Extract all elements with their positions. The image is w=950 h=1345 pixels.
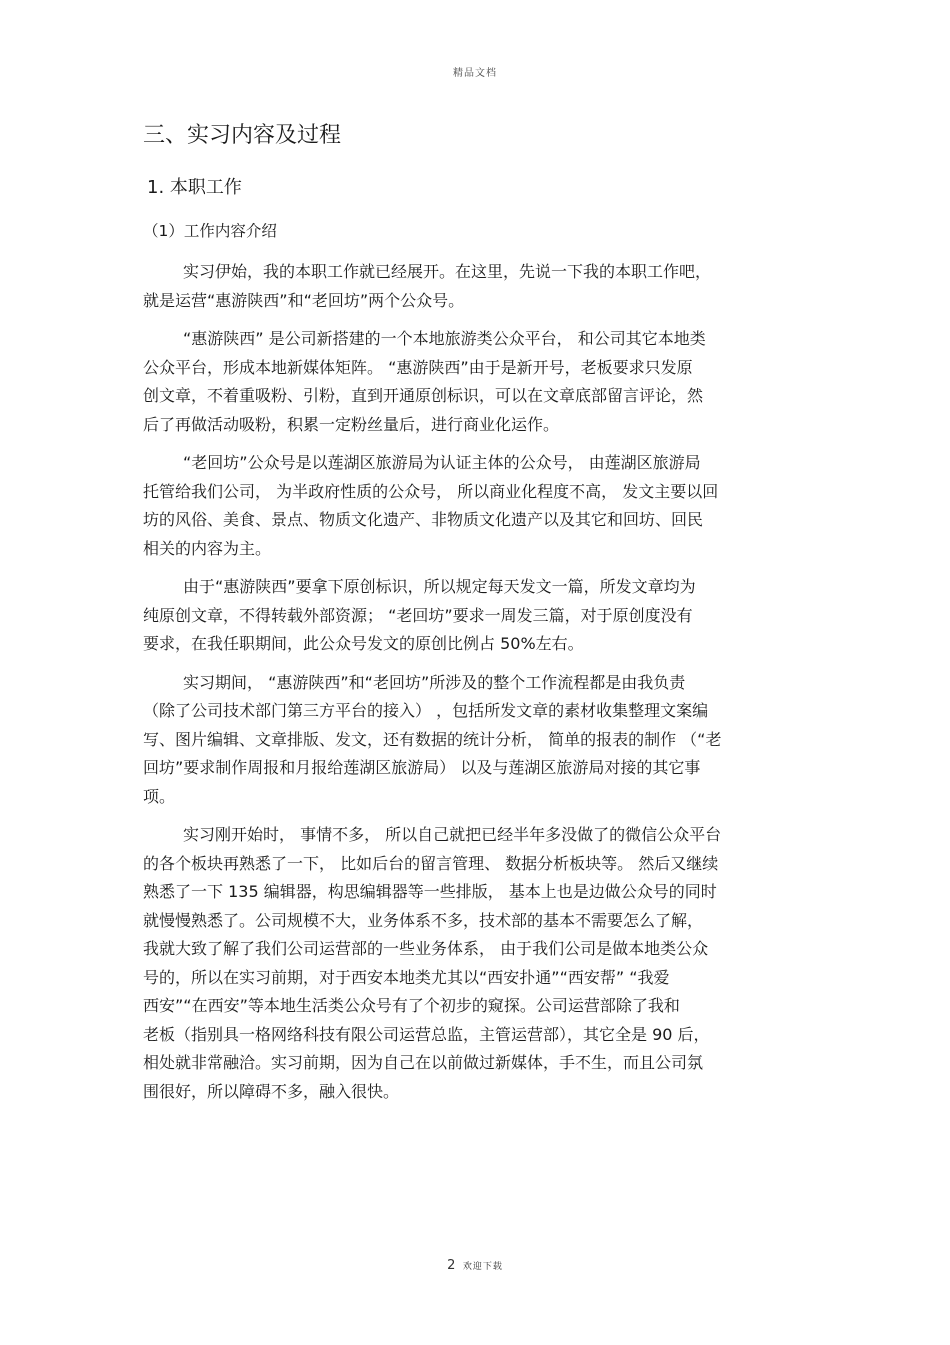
paragraph-line: 托管给我们公司， 为半政府性质的公众号， 所以商业化程度不高， 发文主要以回 [143, 481, 719, 501]
paragraph-line: 就慢慢熟悉了。公司规模不大，业务体系不多，技术部的基本不需要怎么了解， [143, 910, 704, 930]
paragraph [143, 325, 808, 439]
paragraph-line: （除了公司技术部门第三方平台的接入） ，包括所发文章的素材收集整理文案编 [143, 701, 709, 720]
paragraph-line: 回坊”要求制作周报和月报给莲湖区旅游局） 以及与莲湖区旅游局对接的其它事 [143, 758, 701, 777]
paragraph-line: 实习刚开始时， 事情不多， 所以自己就把已经半年多没做了的微信公众平台 [183, 825, 722, 844]
paragraph-line: 创文章，不着重吸粉、引粉，直到开通原创标识，可以在文章底部留言评论，然 [143, 386, 704, 405]
paragraph [143, 258, 808, 315]
paragraph-line: 由于“惠游陕西”要拿下原创标识，所以规定每天发文一篇，所发文章均为 [183, 577, 696, 596]
paragraph [143, 449, 808, 563]
document-body [143, 116, 808, 1106]
paragraph-line: 号的，所以在实习前期，对于西安本地类尤其以“西安扑通”“西安帮” “我爱 [143, 967, 670, 987]
paragraph-line: 相关的内容为主。 [143, 538, 272, 558]
paragraph-line: 西安”“在西安”等本地生活类公众号有了个初步的窥探。公司运营部除了我和 [143, 996, 680, 1015]
paragraph-line: 要求，在我任职期间，此公众号发文的原创比例占 50%左右。 [143, 634, 584, 653]
paragraph-line: 公众平台，形成本地新媒体矩阵。 “惠游陕西”由于是新开号，老板要求只发原 [143, 357, 693, 377]
paragraph-line: 老板（指别具一格网络科技有限公司运营总监，主管运营部），其它全是 90 后， [143, 1024, 710, 1044]
paragraph-line: 就是运营“惠游陕西”和“老回坊”两个公众号。 [143, 290, 465, 310]
sub-subsection-title: （1）工作内容介绍 [143, 222, 277, 240]
paragraph-line: 熟悉了一下 135 编辑器，构思编辑器等一些排版， 基本上也是边做公众号的同时 [143, 882, 717, 901]
paragraph-line: 后了再做活动吸粉，积累一定粉丝量后，进行商业化运作。 [143, 414, 560, 434]
paragraph [143, 669, 808, 812]
paragraph-line: 的各个板块再熟悉了一下， 比如后台的留言管理、 数据分析板块等。 然后又继续 [143, 853, 719, 873]
paragraph-line: 写、图片编辑、文章排版、发文，还有数据的统计分析， 简单的报表的制作 （“老 [143, 729, 722, 749]
paragraph-line: 围很好，所以障碍不多，融入很快。 [143, 1081, 400, 1101]
paragraph-line: 坊的风俗、美食、景点、物质文化遗产、非物质文化遗产以及其它和回坊、回民 [143, 510, 704, 529]
page-footer [0, 1258, 950, 1273]
paragraph [143, 821, 808, 1106]
subsection-title: 1. 本职工作 [147, 177, 242, 198]
paragraph-line: 项。 [143, 786, 176, 806]
download-text: 欢迎下载 [462, 1262, 503, 1272]
paragraph-list [143, 258, 808, 1106]
paragraph-line: 我就大致了解了我们公司运营部的一些业务体系， 由于我们公司是做本地类公众 [143, 939, 709, 958]
paragraph-line: 纯原创文章，不得转载外部资源； “老回坊”要求一周发三篇，对于原创度没有 [143, 605, 693, 625]
paragraph-line: “惠游陕西” 是公司新搭建的一个本地旅游类公众平台， 和公司其它本地类 [183, 329, 706, 348]
page-number: 2 [447, 1258, 456, 1273]
page-header-watermark: 精品文档 [453, 68, 497, 79]
paragraph-line: 实习伊始，我的本职工作就已经展开。在这里，先说一下我的本职工作吧， [183, 262, 712, 281]
paragraph [143, 573, 808, 659]
paragraph-line: 实习期间， “惠游陕西”和“老回坊”所涉及的整个工作流程都是由我负责 [183, 672, 686, 692]
paragraph-line: “老回坊”公众号是以莲湖区旅游局为认证主体的公众号， 由莲湖区旅游局 [183, 453, 701, 472]
paragraph-line: 相处就非常融洽。实习前期，因为自己在以前做过新媒体，手不生，而且公司氛 [143, 1053, 704, 1072]
section-title: 三、实习内容及过程 [143, 123, 342, 148]
